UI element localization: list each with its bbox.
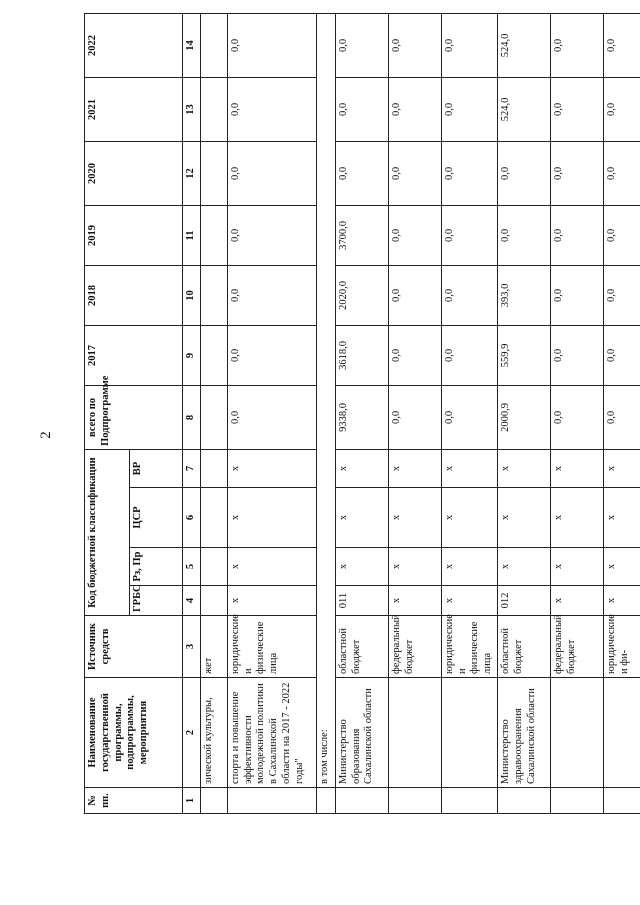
column-number: 13 [183,77,201,141]
cell-rzpr: х [335,548,388,586]
section-label: в том числе: [316,13,335,787]
cell-rzpr: х [497,548,550,586]
cell-2019: 0,0 [497,205,550,265]
cell-2017 [200,325,227,385]
cell-2018 [200,265,227,325]
column-number: 6 [183,488,201,548]
cell-2018: 2020,0 [335,265,388,325]
cell-2017: 559,9 [497,325,550,385]
cell-total [200,385,227,449]
cell-num [200,788,227,814]
cell-name: Министерство образования Сахалинской области [335,678,388,788]
cell-2021: 0,0 [441,77,497,141]
header-year: 2020 [85,141,183,205]
header-year: 2017 [85,325,183,385]
cell-name: зической культуры, [200,678,227,788]
cell-2020: 0,0 [227,141,316,205]
table-row [335,13,388,813]
cell-total: 0,0 [550,385,603,449]
cell-vr: х [227,449,316,487]
cell-2020: 0,0 [335,141,388,205]
cell-vr: х [388,449,441,487]
cell-2017: 3618,0 [335,325,388,385]
cell-total: 2000,9 [497,385,550,449]
table-row [227,13,316,813]
table-row [550,13,603,813]
cell-source: областной бюджет [335,616,388,678]
cell-2019: 0,0 [550,205,603,265]
cell-2022: 0,0 [227,13,316,77]
cell-2021 [200,77,227,141]
cell-grbs: х [441,586,497,616]
cell-rzpr: х [388,548,441,586]
cell-2022: 0,0 [388,13,441,77]
cell-num [603,788,640,814]
column-number: 11 [183,205,201,265]
header-num: № пп. [85,788,183,814]
header-kbk-group: Код бюджетной классификации [85,449,130,615]
header-grbs: ГРБС [130,586,183,616]
cell-2018: 0,0 [388,265,441,325]
cell-2017: 0,0 [227,325,316,385]
cell-name: Министерство здравоохранения Сахалинской области [497,678,550,788]
cell-vr [200,449,227,487]
cell-num [497,788,550,814]
cell-csr: х [603,488,640,548]
column-number: 12 [183,141,201,205]
cell-csr: х [388,488,441,548]
column-number: 3 [183,616,201,678]
cell-2022 [200,13,227,77]
cell-source: федеральный бюджет [388,616,441,678]
cell-2021: 0,0 [335,77,388,141]
cell-2017: 0,0 [388,325,441,385]
column-number: 8 [183,385,201,449]
cell-name: спорта и повышение эффективности молодежной политики в Сахалинской области на 2017 - 2022 годы" [227,678,316,788]
cell-2019: 0,0 [441,205,497,265]
cell-total: 0,0 [227,385,316,449]
cell-2017: 0,0 [550,325,603,385]
cell-2020: 0,0 [388,141,441,205]
cell-total: 0,0 [441,385,497,449]
cell-vr: х [335,449,388,487]
cell-total: 9338,0 [335,385,388,449]
header-vr: ВР [130,449,183,487]
cell-grbs: 011 [335,586,388,616]
cell-2020 [200,141,227,205]
cell-source: юридические и фи- [603,616,640,678]
cell-rzpr [200,548,227,586]
cell-2020: 0,0 [550,141,603,205]
cell-csr [200,488,227,548]
cell-2018: 0,0 [603,265,640,325]
table-row [388,13,441,813]
table-row [316,13,335,813]
cell-rzpr: х [441,548,497,586]
column-number: 14 [183,13,201,77]
cell-num [316,788,335,814]
header-source: Источник средств [85,616,183,678]
column-number: 4 [183,586,201,616]
cell-vr: х [603,449,640,487]
table-row [441,13,497,813]
header-year: 2021 [85,77,183,141]
cell-source: юридические и физические лица [227,616,316,678]
cell-grbs: х [227,586,316,616]
cell-rzpr: х [227,548,316,586]
cell-source: областной бюджет [497,616,550,678]
column-number-row [183,13,201,813]
cell-rzpr: х [603,548,640,586]
cell-num [335,788,388,814]
cell-2022: 524,0 [497,13,550,77]
cell-2021: 0,0 [603,77,640,141]
header-year: 2018 [85,265,183,325]
header-year: 2019 [85,205,183,265]
cell-num [550,788,603,814]
cell-grbs [200,586,227,616]
cell-num [388,788,441,814]
cell-2019 [200,205,227,265]
column-number: 5 [183,548,201,586]
column-number: 1 [183,788,201,814]
cell-grbs: 012 [497,586,550,616]
table-row [200,13,227,813]
cell-2022: 0,0 [441,13,497,77]
cell-csr: х [550,488,603,548]
cell-2017: 0,0 [441,325,497,385]
cell-2019: 0,0 [227,205,316,265]
cell-source: юридические и физические лица [441,616,497,678]
cell-2018: 0,0 [441,265,497,325]
cell-num [441,788,497,814]
cell-source: федеральный бюджет [550,616,603,678]
cell-2022: 0,0 [603,13,640,77]
cell-grbs: х [388,586,441,616]
cell-2018: 0,0 [227,265,316,325]
page-number: 2 [38,431,54,439]
column-number: 2 [183,678,201,788]
cell-source: жет [200,616,227,678]
cell-total: 0,0 [603,385,640,449]
cell-name [550,678,603,788]
cell-2022: 0,0 [550,13,603,77]
cell-vr: х [497,449,550,487]
cell-grbs: х [550,586,603,616]
table-row [497,13,550,813]
cell-2021: 0,0 [388,77,441,141]
cell-vr: х [441,449,497,487]
cell-2021: 0,0 [227,77,316,141]
cell-name [603,678,640,788]
rotated-table-sheet [84,14,630,814]
cell-name [441,678,497,788]
cell-2022: 0,0 [335,13,388,77]
cell-2017: 0,0 [603,325,640,385]
column-number: 10 [183,265,201,325]
column-number: 7 [183,449,201,487]
cell-csr: х [335,488,388,548]
header-rzpr: Рз, Пр [130,548,183,586]
cell-vr: х [550,449,603,487]
header-year: 2022 [85,13,183,77]
cell-2020: 0,0 [497,141,550,205]
cell-2019: 0,0 [603,205,640,265]
table-row [603,13,640,813]
cell-2020: 0,0 [603,141,640,205]
cell-csr: х [227,488,316,548]
header-csr: ЦСР [130,488,183,548]
cell-2019: 0,0 [388,205,441,265]
budget-table [84,13,640,814]
cell-name [388,678,441,788]
cell-total: 0,0 [388,385,441,449]
cell-2021: 0,0 [550,77,603,141]
cell-2019: 3700,0 [335,205,388,265]
cell-num [227,788,316,814]
cell-2018: 393,0 [497,265,550,325]
header-total: всего по Подпрограмме [85,385,183,449]
cell-grbs: х [603,586,640,616]
cell-rzpr: х [550,548,603,586]
cell-2020: 0,0 [441,141,497,205]
cell-csr: х [441,488,497,548]
cell-2018: 0,0 [550,265,603,325]
column-number: 9 [183,325,201,385]
header-name: Наименование государственной программы, подпрограммы, мероприятия [85,678,183,788]
cell-csr: х [497,488,550,548]
cell-2021: 524,0 [497,77,550,141]
